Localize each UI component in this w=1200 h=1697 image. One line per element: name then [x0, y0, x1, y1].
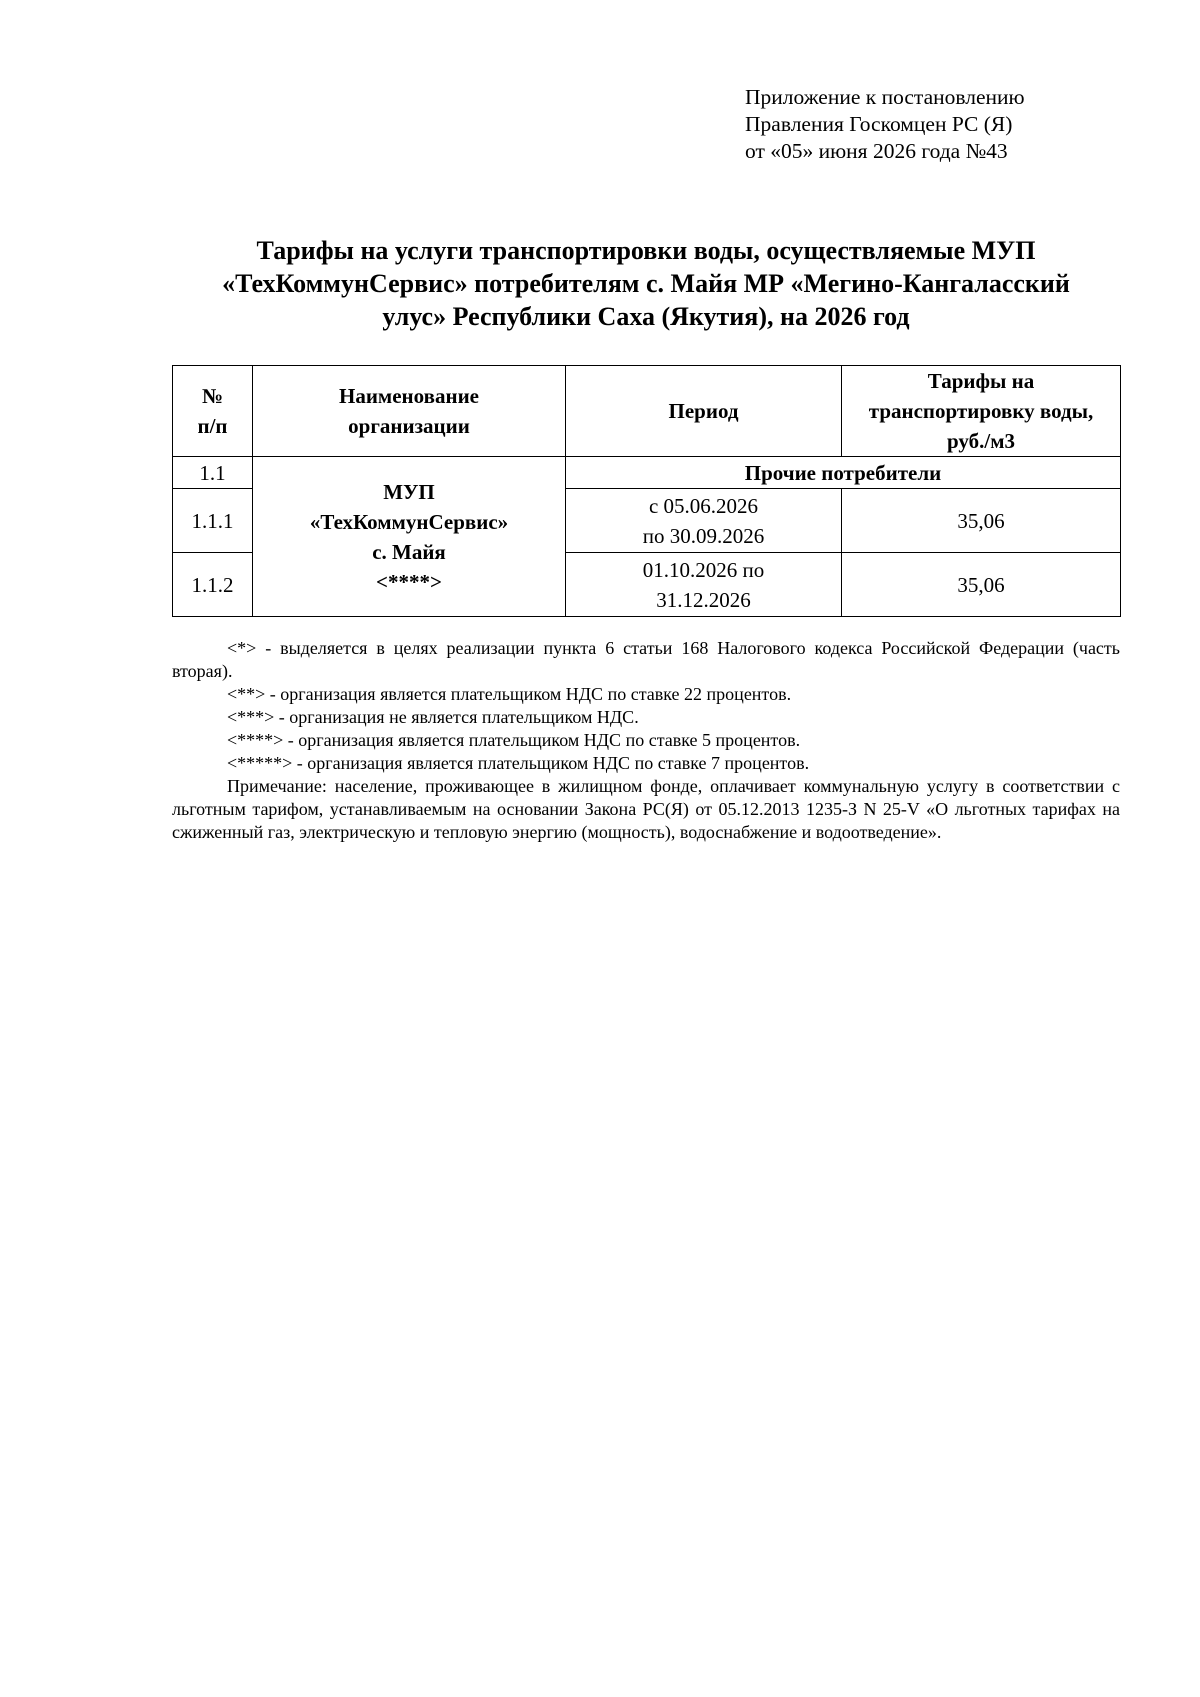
footnote: <***> - организация не является плательщиком НДС.	[227, 707, 639, 727]
organization-line: «ТехКоммунСервис»	[309, 509, 509, 534]
period-cell	[566, 489, 842, 553]
table-row	[173, 457, 1121, 489]
header-org-line: организации	[348, 414, 470, 438]
period-line: 01.10.2026 по	[642, 557, 765, 582]
title-line: «ТехКоммунСервис» потребителям с. Майя МР «Мегино-Кангаласский	[222, 269, 1070, 298]
tariffs-table	[172, 365, 1121, 617]
table-header-row	[173, 366, 1121, 457]
period-line: 31.12.2026	[656, 587, 751, 612]
footnote: <*****> - организация является плательщиком НДС по ставке 7 процентов.	[227, 753, 810, 773]
tariff-cell: 35,06	[842, 489, 1121, 553]
header-tariff-line: транспортировку воды,	[868, 399, 1094, 423]
header-tariff-line: Тарифы на	[927, 369, 1035, 393]
title-line: улус» Республики Саха (Якутия), на 2026 год	[382, 302, 910, 331]
remark-note: Примечание: население, проживающее в жилищном фонде, оплачивает коммунальную услугу в соответствии с льготным тарифом, устанавливаемым на основании Закона РС(Я) от 05.12.2013 1235-З N 25-V «О льготных тарифах на сжиженный газ, электрическую и тепловую энергию (мощность), водоснабжение и водоотведение».	[172, 776, 1120, 842]
organization-line: с. Майя	[372, 539, 446, 564]
header-num	[173, 366, 253, 457]
organization-line: МУП	[383, 479, 435, 504]
consumer-group-label: Прочие потребители	[566, 457, 1121, 489]
header-num-line: №	[201, 384, 224, 408]
period-cell	[566, 553, 842, 617]
footnotes	[172, 637, 1120, 844]
header-org-line: Наименование	[339, 384, 479, 408]
organization-line: <****>	[376, 569, 442, 594]
header-tariff	[842, 366, 1121, 457]
document-title	[172, 234, 1120, 333]
row-num: 1.1.2	[173, 553, 253, 617]
appendix-header	[745, 84, 1025, 165]
row-num: 1.1	[173, 457, 253, 489]
row-num: 1.1.1	[173, 489, 253, 553]
appendix-line: Правления Госкомцен РС (Я)	[745, 112, 1013, 136]
period-line: с 05.06.2026	[648, 493, 759, 518]
appendix-line: Приложение к постановлению	[745, 85, 1025, 109]
footnote: <****> - организация является плательщиком НДС по ставке 5 процентов.	[227, 730, 801, 750]
footnote: <*> - выделяется в целях реализации пункта 6 статьи 168 Налогового кодекса Российской Федерации (часть вторая).	[172, 638, 1120, 681]
organization-cell	[253, 457, 566, 617]
tariff-cell: 35,06	[842, 553, 1121, 617]
header-organization	[253, 366, 566, 457]
footnote: <**> - организация является плательщиком НДС по ставке 22 процентов.	[227, 684, 792, 704]
header-tariff-line: руб./м3	[946, 429, 1015, 453]
appendix-line: от «05» июня 2026 года №43	[745, 139, 1008, 163]
header-num-line: п/п	[197, 414, 228, 438]
period-line: по 30.09.2026	[642, 523, 765, 548]
title-line: Тарифы на услуги транспортировки воды, осуществляемые МУП	[256, 236, 1036, 265]
header-period: Период	[566, 366, 842, 457]
